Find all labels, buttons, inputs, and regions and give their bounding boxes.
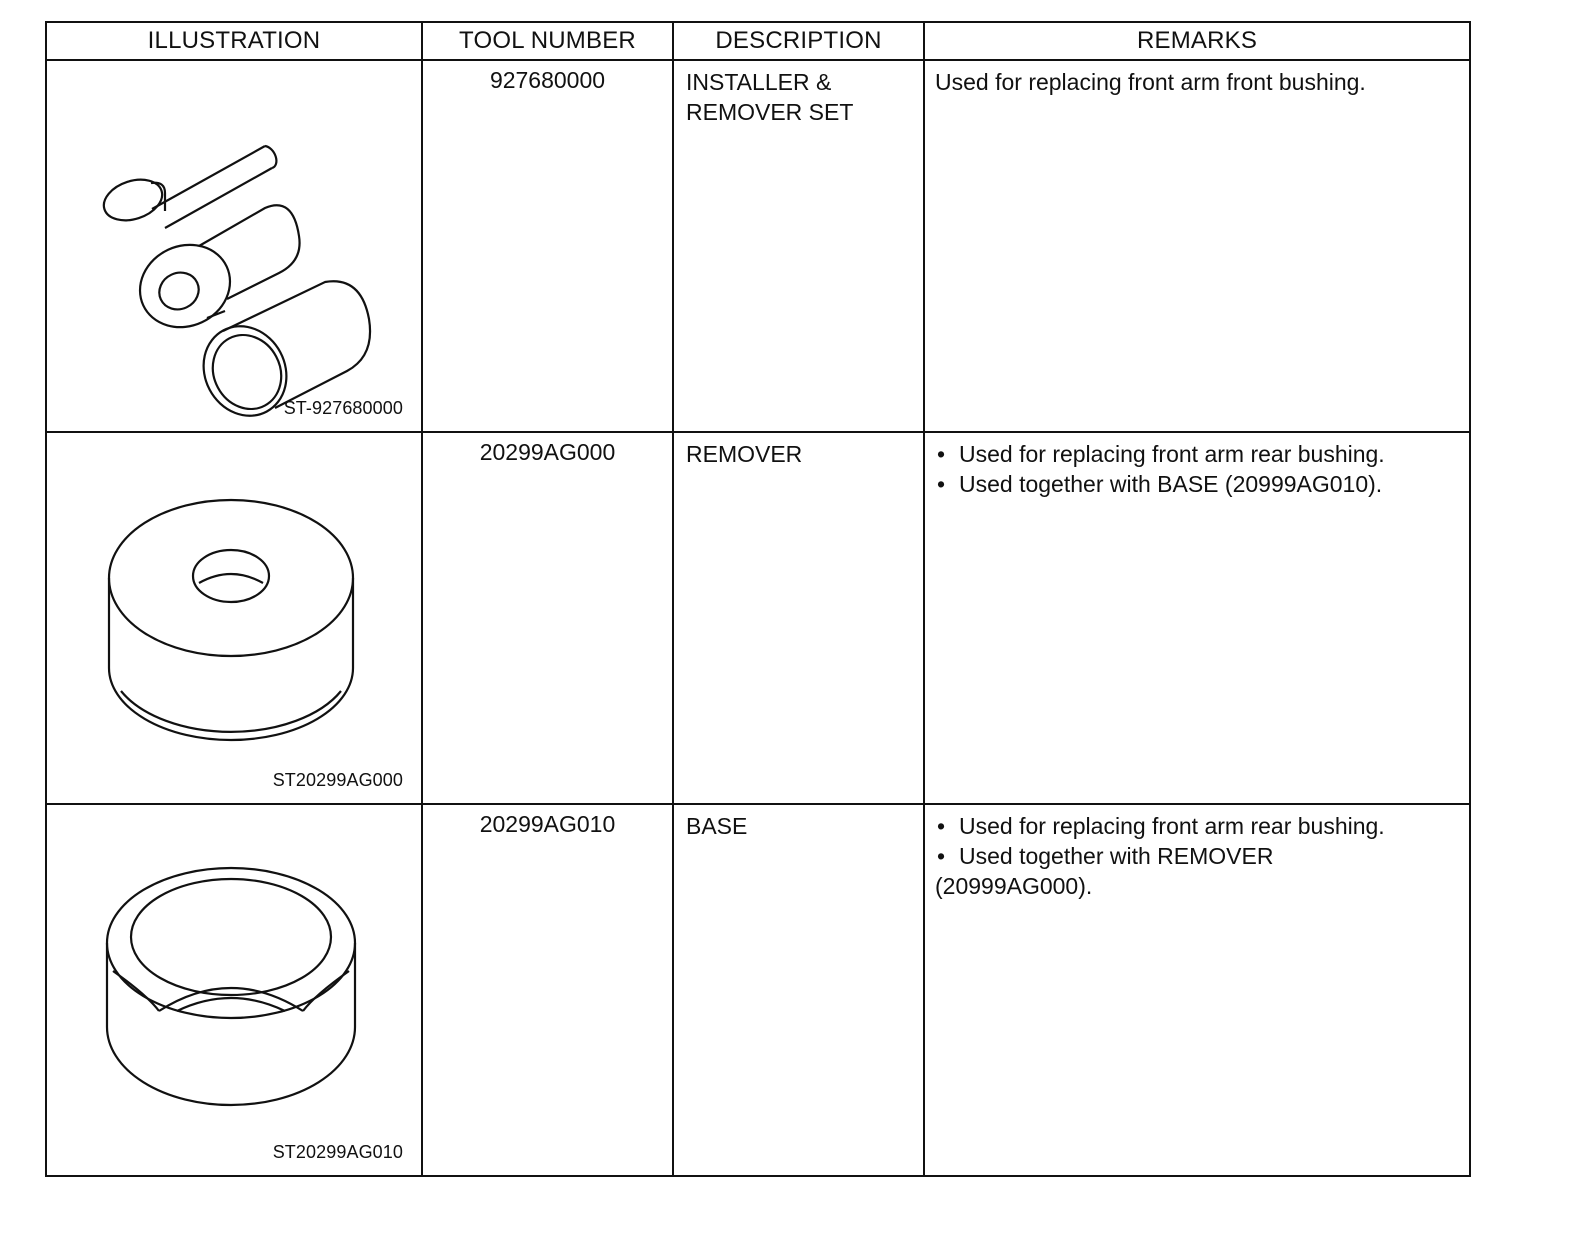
table-row: [46, 432, 1470, 804]
tool-number-cell: 20299AG000: [422, 432, 673, 804]
remark-item: [935, 469, 1459, 499]
description-cell: BASE: [673, 804, 924, 1176]
remarks-list: [935, 439, 1459, 499]
special-tools-table: [45, 21, 1471, 1177]
tool-number-cell: 927680000: [422, 60, 673, 432]
header-description: DESCRIPTION: [673, 22, 924, 60]
description-cell: REMOVER: [673, 432, 924, 804]
table-row: [46, 60, 1470, 432]
remark-item: [935, 841, 1305, 901]
description-cell: [673, 60, 924, 432]
remark-text: Used together with REMOVER (20999AG000).: [935, 843, 1274, 899]
table-row: [46, 804, 1470, 1176]
base-illustration: [47, 805, 419, 1177]
remark-text: Used for replacing front arm rear bushing.: [959, 813, 1385, 839]
remarks-cell: [924, 804, 1470, 1176]
illustration-cell: [46, 432, 422, 804]
description-line: REMOVER SET: [686, 99, 854, 125]
bullet-icon: •: [937, 813, 946, 839]
remover-illustration: [47, 433, 419, 805]
description-line: INSTALLER &: [686, 69, 832, 95]
remark-item: [935, 439, 1459, 469]
remark-text: Used together with BASE (20999AG010).: [959, 471, 1383, 497]
bullet-icon: •: [937, 843, 946, 869]
illustration-code: ST20299AG010: [272, 1142, 403, 1162]
bullet-icon: •: [937, 471, 946, 497]
table-header-row: [46, 22, 1470, 60]
header-illustration: ILLUSTRATION: [46, 22, 422, 60]
illustration-cell: [46, 60, 422, 432]
remarks-list: [935, 811, 1459, 901]
remarks-cell: Used for replacing front arm front bushing.: [924, 60, 1470, 432]
header-tool-number: TOOL NUMBER: [422, 22, 673, 60]
remark-item: [935, 811, 1459, 841]
illustration-cell: [46, 804, 422, 1176]
remarks-cell: [924, 432, 1470, 804]
installer-remover-set-illustration: [47, 61, 419, 433]
illustration-code: ST-927680000: [283, 398, 403, 418]
tool-number-cell: 20299AG010: [422, 804, 673, 1176]
header-remarks: REMARKS: [924, 22, 1470, 60]
illustration-code: ST20299AG000: [272, 770, 403, 790]
remark-text: Used for replacing front arm rear bushing.: [959, 441, 1385, 467]
bullet-icon: •: [937, 441, 946, 467]
